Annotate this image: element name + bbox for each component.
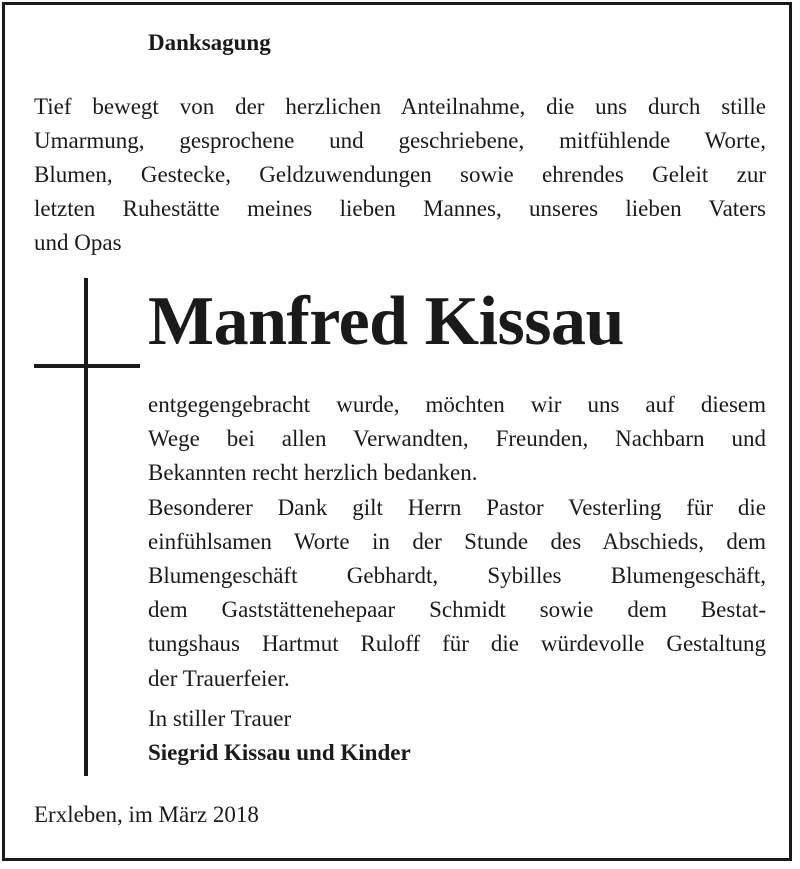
body-line: entgegengebracht wurde, möchten wir uns auf diesem <box>148 392 766 417</box>
intro-line: Umarmung, gesprochene und geschriebene, mitfühlende Worte, <box>34 128 766 153</box>
intro-line: letzten Ruhestätte meines lieben Mannes, unseres lieben Vaters <box>34 196 766 221</box>
signature: Siegrid Kissau und Kinder <box>148 740 411 765</box>
body-line: tungshaus Hartmut Ruloff für die würdevolle Gestaltung <box>148 631 766 657</box>
closing-phrase: In stiller Trauer <box>148 706 292 731</box>
body-line: Bekannten recht herzlich bedanken. <box>148 460 478 486</box>
body-line: Wege bei allen Verwandten, Freunden, Nachbarn und <box>148 426 766 452</box>
cross-icon-vertical <box>84 278 88 776</box>
body-line: Blumengeschäft Gebhardt, Sybilles Blumengeschäft, <box>148 563 766 589</box>
body-line: dem Gaststättenehepaar Schmidt sowie dem Bestat- <box>148 597 766 623</box>
deceased-name: Manfred Kissau <box>148 283 624 360</box>
body-line: der Trauerfeier. <box>148 665 290 691</box>
body-line: einfühlsamen Worte in der Stunde des Abschieds, dem <box>148 528 766 554</box>
intro-line: Tief bewegt von der herzlichen Anteilnahme, die uns durch stille <box>34 94 766 119</box>
cross-icon-horizontal <box>34 364 140 368</box>
body-text <box>148 388 766 696</box>
intro-line: Blumen, Gestecke, Geldzuwendungen sowie ehrendes Geleit zur <box>34 162 766 187</box>
intro-text <box>34 90 766 260</box>
place-date: Erxleben, im März 2018 <box>34 802 259 827</box>
intro-line: und Opas <box>34 230 122 255</box>
notice-heading: Danksagung <box>148 30 271 55</box>
body-line: Besonderer Dank gilt Herrn Pastor Vesterling für die <box>148 494 766 520</box>
